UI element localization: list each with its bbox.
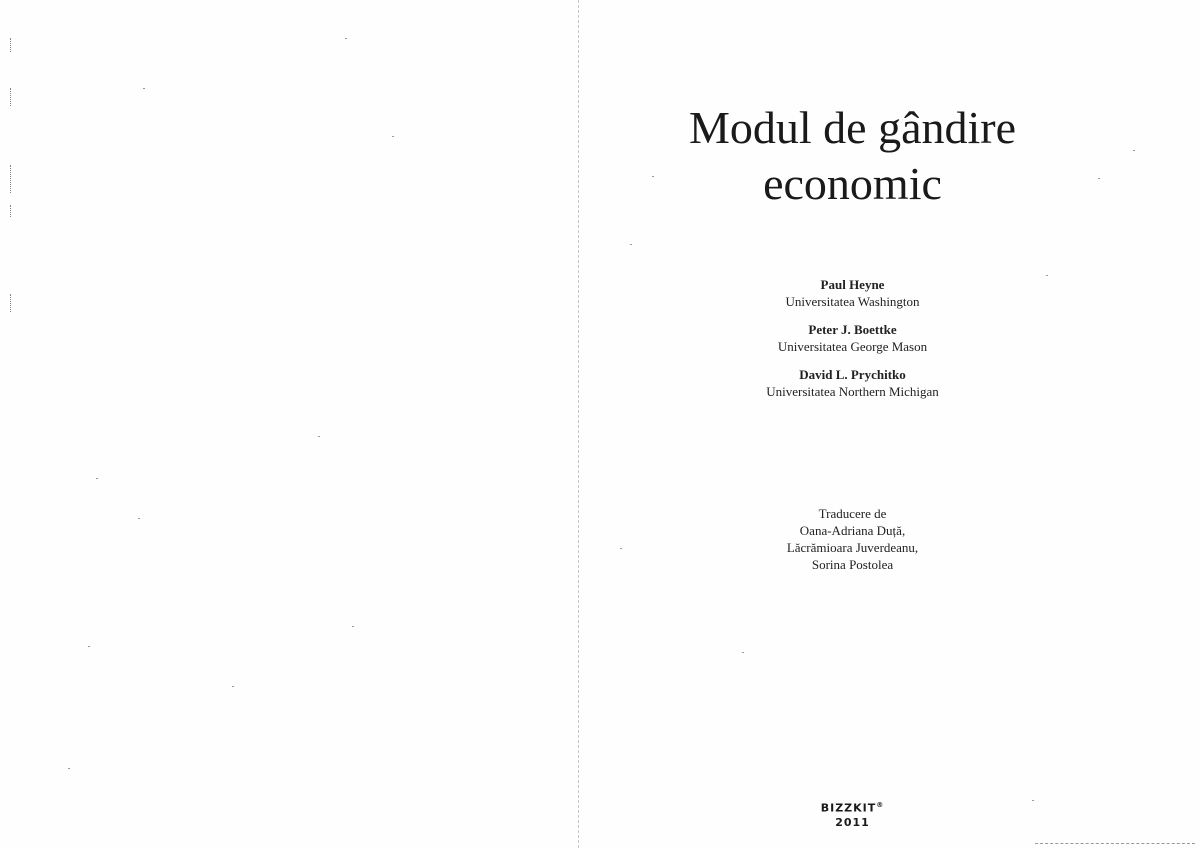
scan-speck <box>345 38 347 39</box>
author-affiliation: Universitatea George Mason <box>777 339 928 354</box>
book-title-line-2: economic <box>763 158 942 209</box>
scan-edge-mark <box>10 205 11 217</box>
scan-bottom-mark <box>1035 843 1195 844</box>
title-page <box>580 0 1200 848</box>
translation-credits <box>580 505 1125 573</box>
translator-name: Oana-Adriana Duță, <box>799 523 906 538</box>
scan-edge-mark <box>10 88 11 106</box>
scan-speck <box>1133 150 1135 151</box>
publisher-name: BIZZKIT <box>820 801 877 815</box>
scan-edge-mark <box>10 38 11 52</box>
scan-speck <box>96 478 98 479</box>
scan-speck <box>88 646 90 647</box>
publisher-logo <box>580 798 1125 816</box>
scan-speck <box>68 768 70 769</box>
translation-label: Traducere de <box>818 506 887 521</box>
publisher-imprint <box>580 798 1125 830</box>
author-name: Peter J. Boettke <box>808 322 897 337</box>
author-name: David L. Prychitko <box>799 367 906 382</box>
author-entry <box>580 321 1125 355</box>
scan-edge-mark <box>10 165 11 193</box>
scan-speck <box>392 136 394 137</box>
author-entry <box>580 366 1125 400</box>
scan-speck <box>1046 275 1048 276</box>
book-title-line-1: Modul de gândire <box>688 102 1017 153</box>
scan-speck <box>1032 800 1034 801</box>
scan-speck <box>630 244 632 245</box>
author-entry <box>580 276 1125 310</box>
author-list <box>580 276 1125 411</box>
scan-speck <box>138 518 140 519</box>
scan-speck <box>232 686 234 687</box>
book-title <box>580 100 1125 212</box>
translator-name: Sorina Postolea <box>811 557 894 572</box>
scan-speck <box>1098 178 1100 179</box>
scan-speck <box>620 548 622 549</box>
registered-mark: ® <box>876 801 885 809</box>
scan-edge-mark <box>10 294 11 312</box>
translator-name: Lăcrămioara Juverdeanu, <box>786 540 919 555</box>
author-name: Paul Heyne <box>820 277 885 292</box>
left-page-blank <box>0 0 578 848</box>
scan-speck <box>742 652 744 653</box>
author-affiliation: Universitatea Washington <box>785 294 920 309</box>
scan-speck <box>652 176 654 177</box>
scan-speck <box>143 88 145 89</box>
publication-year: 2011 <box>835 815 870 829</box>
scan-speck <box>318 436 320 437</box>
author-affiliation: Universitatea Northern Michigan <box>766 384 939 399</box>
scan-speck <box>352 626 354 627</box>
